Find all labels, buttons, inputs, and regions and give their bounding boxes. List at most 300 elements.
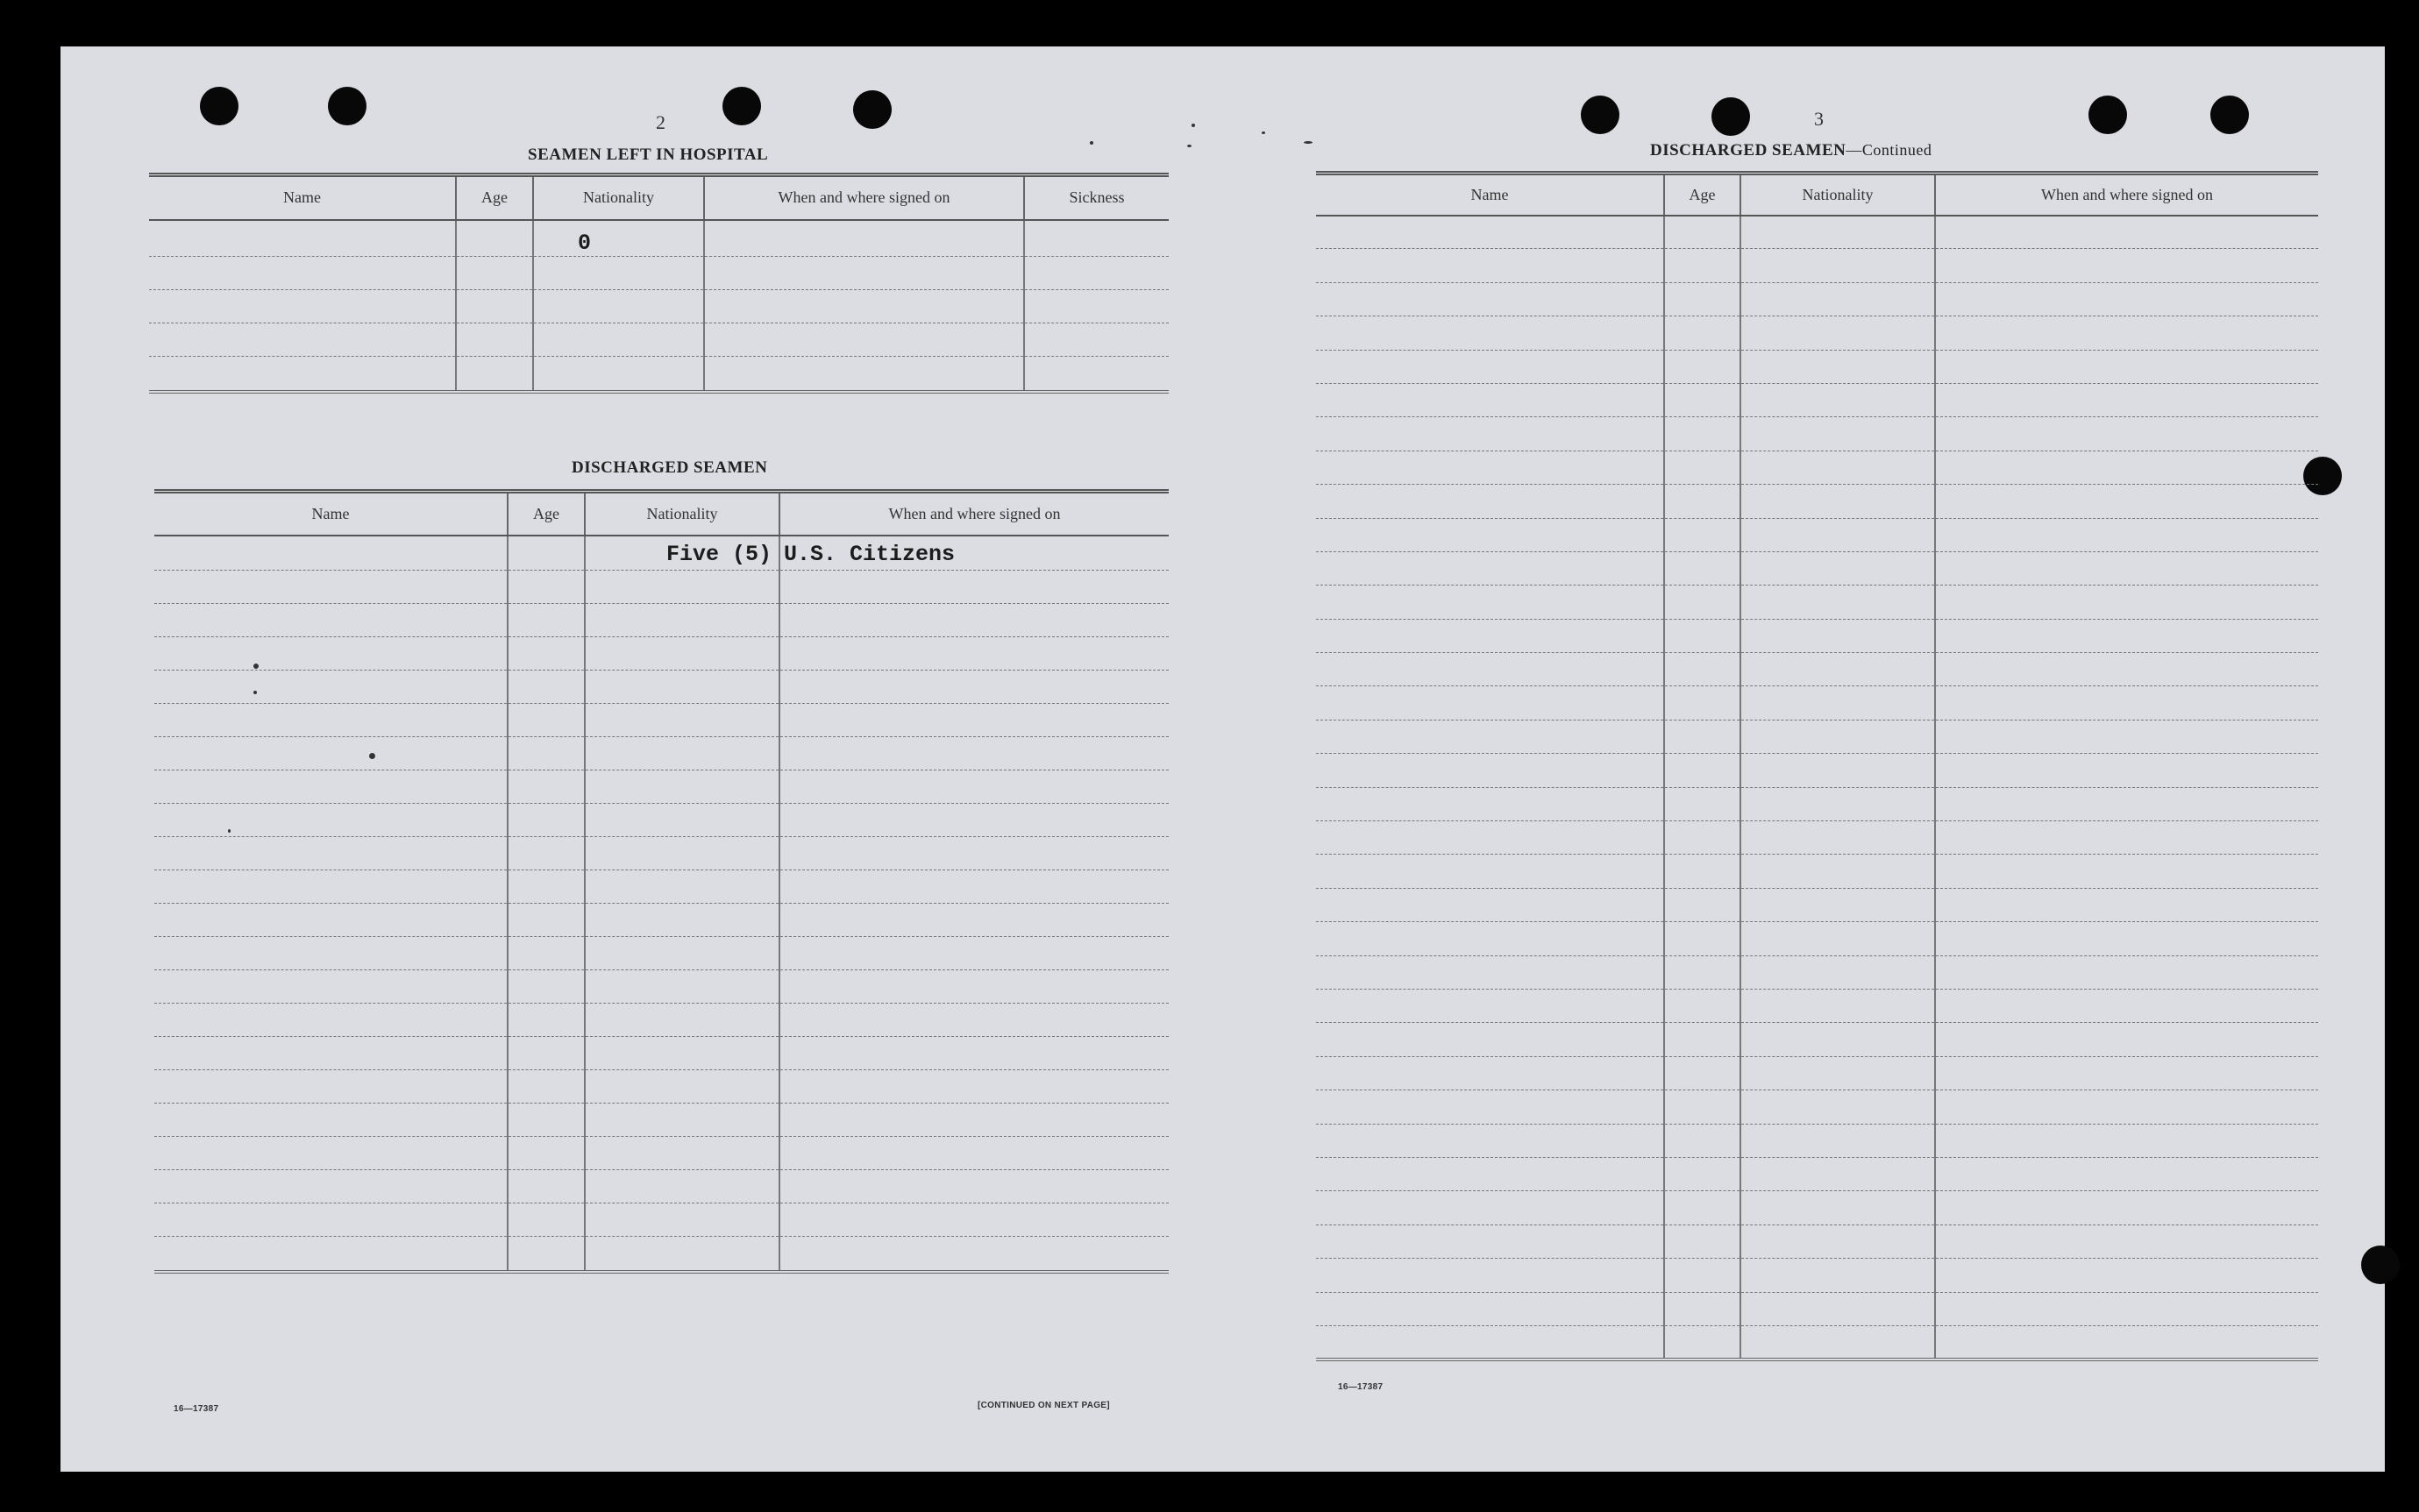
- table-cell: [1935, 821, 2318, 855]
- table-row: [1316, 417, 2318, 451]
- table-cell: [779, 837, 1169, 870]
- table-cell: [154, 1137, 508, 1170]
- table-cell: [1740, 485, 1935, 518]
- table-cell: [154, 1170, 508, 1203]
- discharged-entry-nationality-text: Five (5): [665, 542, 772, 567]
- table-cell: [1316, 1023, 1664, 1056]
- table-cell: [1740, 989, 1935, 1022]
- table-cell: [1935, 1157, 2318, 1190]
- table-cell: [1664, 383, 1740, 416]
- table-cell: [1740, 720, 1935, 753]
- table-cell: [1740, 249, 1935, 282]
- table-row: [1316, 754, 2318, 787]
- table-cell: [1664, 249, 1740, 282]
- table-cell: [1935, 485, 2318, 518]
- table-cell: [1935, 754, 2318, 787]
- table-cell: [1935, 1259, 2318, 1292]
- table-cell: [1935, 619, 2318, 652]
- table-cell: [779, 1004, 1169, 1037]
- table-cell: [1740, 787, 1935, 820]
- table-cell: [585, 571, 779, 604]
- document-spread: [60, 46, 2385, 1472]
- table-cell: [508, 1104, 585, 1137]
- table-cell: [1935, 1225, 2318, 1258]
- table-cell: [585, 970, 779, 1004]
- column-header-age: Age: [456, 175, 533, 220]
- table-cell: [1664, 1225, 1740, 1258]
- table-cell: [585, 671, 779, 704]
- table-cell: [585, 637, 779, 671]
- table-cell: [1935, 586, 2318, 619]
- table-cell: [1316, 821, 1664, 855]
- column-header-name: Name: [149, 175, 456, 220]
- table-cell: [585, 870, 779, 904]
- table-cell: [1316, 653, 1664, 686]
- table-cell: [1935, 518, 2318, 551]
- table-cell: [1316, 1259, 1664, 1292]
- table-cell: [154, 904, 508, 937]
- table-cell: [1935, 417, 2318, 451]
- table-cell: [779, 1203, 1169, 1237]
- table-cell: [1935, 249, 2318, 282]
- table-cell: [1316, 1090, 1664, 1124]
- table-cell: [154, 1037, 508, 1070]
- table-cell: [1316, 1157, 1664, 1190]
- table-row: [1316, 383, 2318, 416]
- table-cell: [1664, 922, 1740, 955]
- table-cell: [1664, 1325, 1740, 1359]
- table-cell: [1664, 417, 1740, 451]
- table-cell: [1316, 989, 1664, 1022]
- ink-speck: [1304, 141, 1313, 144]
- table-cell: [508, 804, 585, 837]
- table-cell: [456, 323, 533, 357]
- table-cell: [508, 904, 585, 937]
- column-header-signed-on: When and where signed on: [1935, 174, 2318, 216]
- column-header-signed-on: When and where signed on: [704, 175, 1024, 220]
- table-cell: [154, 637, 508, 671]
- hospital-section-title: SEAMEN LEFT IN HOSPITAL: [528, 146, 769, 164]
- table-cell: [508, 1237, 585, 1272]
- table-cell: [1740, 686, 1935, 720]
- table-cell: [1740, 451, 1935, 484]
- table-cell: [154, 604, 508, 637]
- table-cell: [1316, 1191, 1664, 1225]
- table-cell: [149, 220, 456, 257]
- table-cell: [456, 220, 533, 257]
- table-cell: [1316, 383, 1664, 416]
- table-cell: [149, 290, 456, 323]
- table-row: [1316, 316, 2318, 350]
- table-cell: [585, 1037, 779, 1070]
- table-cell: [1316, 216, 1664, 249]
- column-header-age: Age: [508, 492, 585, 536]
- hospital-table: [149, 173, 1169, 394]
- table-cell: [508, 770, 585, 804]
- table-cell: [1664, 1157, 1740, 1190]
- table-row: [1316, 888, 2318, 921]
- discharged-entry-nationality: [585, 536, 779, 571]
- table-cell: [1740, 282, 1935, 316]
- table-cell: [704, 290, 1024, 323]
- table-cell: [1316, 1325, 1664, 1359]
- table-cell: [1316, 417, 1664, 451]
- column-header-nationality: Nationality: [1740, 174, 1935, 216]
- table-cell: [1664, 551, 1740, 585]
- table-cell: [1935, 1325, 2318, 1359]
- table-cell: [508, 536, 585, 571]
- table-cell: [508, 870, 585, 904]
- table-cell: [779, 637, 1169, 671]
- table-cell: [508, 637, 585, 671]
- punch-hole: [2361, 1246, 2400, 1284]
- table-cell: [1316, 754, 1664, 787]
- table-cell: [1316, 551, 1664, 585]
- table-cell: [1664, 1292, 1740, 1325]
- table-cell: [1664, 1056, 1740, 1090]
- table-cell: [154, 737, 508, 770]
- table-cell: [1316, 787, 1664, 820]
- right-table-body: [1316, 216, 2318, 1359]
- table-cell: [1740, 955, 1935, 989]
- table-cell: [1664, 989, 1740, 1022]
- table-cell: [154, 870, 508, 904]
- table-cell: [508, 1203, 585, 1237]
- table-cell: [779, 870, 1169, 904]
- table-cell: [1740, 754, 1935, 787]
- table-cell: [1935, 316, 2318, 350]
- table-row: [1316, 586, 2318, 619]
- table-row: [1316, 350, 2318, 383]
- table-cell: [1664, 686, 1740, 720]
- table-cell: [585, 1004, 779, 1037]
- table-cell: [508, 1004, 585, 1037]
- table-row: [1316, 551, 2318, 585]
- table-cell: [779, 904, 1169, 937]
- table-row: [1316, 821, 2318, 855]
- table-cell: [508, 1037, 585, 1070]
- table-cell: [1740, 1225, 1935, 1258]
- table-cell: [779, 604, 1169, 637]
- ink-speck: [1262, 131, 1265, 134]
- form-number-right: 16—17387: [1338, 1382, 1384, 1392]
- table-cell: [1935, 888, 2318, 921]
- table-cell: [585, 604, 779, 637]
- table-row: [1316, 720, 2318, 753]
- table-cell: [1935, 720, 2318, 753]
- table-cell: [1316, 1225, 1664, 1258]
- table-cell: [1740, 1325, 1935, 1359]
- table-cell: [1024, 323, 1169, 357]
- table-cell: [1316, 922, 1664, 955]
- table-cell: [1316, 720, 1664, 753]
- table-cell: [585, 937, 779, 970]
- table-cell: [1664, 1023, 1740, 1056]
- table-cell: [154, 1203, 508, 1237]
- table-cell: [456, 357, 533, 392]
- punch-hole: [853, 90, 892, 129]
- table-cell: [1740, 1023, 1935, 1056]
- punch-hole: [200, 87, 238, 125]
- table-cell: [1664, 720, 1740, 753]
- table-cell: [1935, 955, 2318, 989]
- table-cell: [1664, 1259, 1740, 1292]
- table-row: [1316, 955, 2318, 989]
- table-cell: [533, 290, 704, 323]
- table-cell: [585, 1237, 779, 1272]
- table-cell: [1740, 1292, 1935, 1325]
- table-cell: [533, 257, 704, 290]
- table-cell: [1664, 216, 1740, 249]
- table-row: [1316, 1259, 2318, 1292]
- table-cell: [508, 737, 585, 770]
- table-cell: [779, 1104, 1169, 1137]
- table-cell: [1935, 1023, 2318, 1056]
- table-cell: [585, 1137, 779, 1170]
- discharged-continued-table: [1316, 171, 2318, 1361]
- table-row: [1316, 922, 2318, 955]
- punch-hole: [2088, 96, 2127, 134]
- table-cell: [1935, 1191, 2318, 1225]
- table-cell: [1935, 1056, 2318, 1090]
- table-cell: [779, 970, 1169, 1004]
- table-row: [1316, 1157, 2318, 1190]
- table-cell: [154, 571, 508, 604]
- table-cell: [1740, 1259, 1935, 1292]
- table-cell: [1740, 551, 1935, 585]
- table-row: [1316, 619, 2318, 652]
- discharged-entry-signed-on-text: U.S. Citizens: [784, 542, 956, 567]
- discharged-entry-signed-on: [779, 536, 1169, 571]
- table-cell: [1740, 216, 1935, 249]
- table-cell: [1316, 888, 1664, 921]
- table-cell: [1664, 282, 1740, 316]
- table-cell: [1664, 619, 1740, 652]
- table-cell: [585, 770, 779, 804]
- table-row: [1316, 787, 2318, 820]
- table-cell: [779, 737, 1169, 770]
- table-cell: [508, 571, 585, 604]
- table-cell: [1664, 653, 1740, 686]
- form-number-left: 16—17387: [174, 1404, 219, 1414]
- table-cell: [154, 1070, 508, 1104]
- table-cell: [154, 837, 508, 870]
- table-cell: [508, 704, 585, 737]
- discharged-continued-title-text: DISCHARGED SEAMEN: [1650, 141, 1846, 160]
- continued-suffix: —Continued: [1846, 141, 1932, 159]
- table-cell: [456, 257, 533, 290]
- table-cell: [1740, 619, 1935, 652]
- table-cell: [1740, 653, 1935, 686]
- ink-speck: [1192, 124, 1195, 127]
- table-cell: [585, 1104, 779, 1137]
- table-cell: [154, 671, 508, 704]
- table-cell: [508, 1137, 585, 1170]
- table-row: [1316, 1056, 2318, 1090]
- table-cell: [1935, 282, 2318, 316]
- table-cell: [585, 737, 779, 770]
- punch-hole: [2210, 96, 2249, 134]
- table-cell: [1664, 1191, 1740, 1225]
- table-cell: [1664, 518, 1740, 551]
- table-cell: [456, 290, 533, 323]
- table-row: [1316, 451, 2318, 484]
- table-cell: [1740, 1056, 1935, 1090]
- table-cell: [779, 1237, 1169, 1272]
- page-number-left: 2: [656, 111, 665, 133]
- table-cell: [1740, 316, 1935, 350]
- table-cell: [1316, 1292, 1664, 1325]
- table-cell: [704, 323, 1024, 357]
- page-number-right: 3: [1814, 108, 1824, 130]
- table-cell: [704, 220, 1024, 257]
- table-cell: [1935, 451, 2318, 484]
- table-cell: [154, 804, 508, 837]
- table-row: [1316, 653, 2318, 686]
- table-row: [1316, 1191, 2318, 1225]
- table-cell: [1664, 1124, 1740, 1157]
- table-cell: [149, 323, 456, 357]
- table-cell: [1935, 922, 2318, 955]
- table-cell: [508, 937, 585, 970]
- table-row: [1316, 1124, 2318, 1157]
- table-cell: [1316, 451, 1664, 484]
- table-cell: [779, 671, 1169, 704]
- table-cell: [1664, 754, 1740, 787]
- table-cell: [779, 1037, 1169, 1070]
- table-cell: [1316, 518, 1664, 551]
- table-cell: [1935, 350, 2318, 383]
- table-row: [1316, 249, 2318, 282]
- table-cell: [779, 1137, 1169, 1170]
- table-cell: [1664, 821, 1740, 855]
- table-row: [1316, 1023, 2318, 1056]
- table-cell: [1740, 888, 1935, 921]
- table-cell: [1316, 350, 1664, 383]
- table-cell: [1024, 257, 1169, 290]
- table-cell: [154, 937, 508, 970]
- table-cell: [154, 970, 508, 1004]
- table-cell: [149, 257, 456, 290]
- table-cell: [1664, 1090, 1740, 1124]
- table-cell: [585, 1170, 779, 1203]
- hospital-entry-text: 0: [578, 231, 592, 256]
- table-cell: [779, 571, 1169, 604]
- table-row: [1316, 518, 2318, 551]
- table-cell: [1316, 485, 1664, 518]
- table-cell: [1740, 518, 1935, 551]
- column-header-nationality: Nationality: [533, 175, 704, 220]
- table-cell: [1740, 1157, 1935, 1190]
- table-cell: [1935, 1292, 2318, 1325]
- table-cell: [1935, 1124, 2318, 1157]
- table-cell: [779, 1070, 1169, 1104]
- table-cell: [1316, 619, 1664, 652]
- table-cell: [585, 704, 779, 737]
- table-cell: [1664, 787, 1740, 820]
- table-cell: [1024, 357, 1169, 392]
- table-row: [1316, 855, 2318, 888]
- table-cell: [1935, 1090, 2318, 1124]
- table-cell: [1024, 220, 1169, 257]
- table-cell: [1316, 1124, 1664, 1157]
- table-cell: [1316, 249, 1664, 282]
- continued-note: [CONTINUED ON NEXT PAGE]: [978, 1401, 1110, 1410]
- table-cell: [1935, 551, 2318, 585]
- table-cell: [585, 837, 779, 870]
- table-cell: [154, 704, 508, 737]
- table-cell: [779, 937, 1169, 970]
- table-cell: [1740, 417, 1935, 451]
- table-cell: [704, 257, 1024, 290]
- table-row: [1316, 216, 2318, 249]
- table-cell: [154, 1104, 508, 1137]
- punch-hole: [328, 87, 366, 125]
- table-cell: [585, 904, 779, 937]
- ink-speck: [1187, 145, 1192, 147]
- table-cell: [508, 1170, 585, 1203]
- table-cell: [1740, 855, 1935, 888]
- table-row: [1316, 282, 2318, 316]
- table-cell: [508, 1070, 585, 1104]
- table-cell: [1316, 586, 1664, 619]
- table-cell: [1316, 316, 1664, 350]
- table-cell: [1740, 821, 1935, 855]
- table-cell: [1664, 350, 1740, 383]
- hospital-entry: [533, 220, 704, 257]
- table-row: [1316, 686, 2318, 720]
- table-cell: [1740, 586, 1935, 619]
- table-cell: [1316, 955, 1664, 989]
- table-cell: [1316, 855, 1664, 888]
- table-cell: [1316, 1056, 1664, 1090]
- table-cell: [585, 1203, 779, 1237]
- table-cell: [1316, 282, 1664, 316]
- table-cell: [1935, 383, 2318, 416]
- table-cell: [1740, 1191, 1935, 1225]
- table-cell: [1664, 316, 1740, 350]
- table-cell: [1664, 485, 1740, 518]
- discharged-continued-title: [1650, 141, 1932, 160]
- table-row: [1316, 1090, 2318, 1124]
- table-cell: [1935, 787, 2318, 820]
- table-cell: [508, 970, 585, 1004]
- table-cell: [1740, 1124, 1935, 1157]
- table-cell: [779, 704, 1169, 737]
- table-cell: [533, 357, 704, 392]
- table-row: [1316, 485, 2318, 518]
- table-row: [1316, 1225, 2318, 1258]
- table-cell: [508, 837, 585, 870]
- column-header-age: Age: [1664, 174, 1740, 216]
- column-header-name: Name: [154, 492, 508, 536]
- table-cell: [1664, 451, 1740, 484]
- table-cell: [1935, 855, 2318, 888]
- table-row: [1316, 1325, 2318, 1359]
- table-cell: [154, 1237, 508, 1272]
- table-cell: [1740, 350, 1935, 383]
- table-cell: [585, 804, 779, 837]
- table-cell: [1935, 989, 2318, 1022]
- punch-hole: [1581, 96, 1619, 134]
- table-cell: [533, 323, 704, 357]
- punch-hole: [1711, 97, 1750, 136]
- column-header-name: Name: [1316, 174, 1664, 216]
- table-cell: [1740, 922, 1935, 955]
- table-cell: [154, 536, 508, 571]
- table-cell: [779, 1170, 1169, 1203]
- table-row: [1316, 1292, 2318, 1325]
